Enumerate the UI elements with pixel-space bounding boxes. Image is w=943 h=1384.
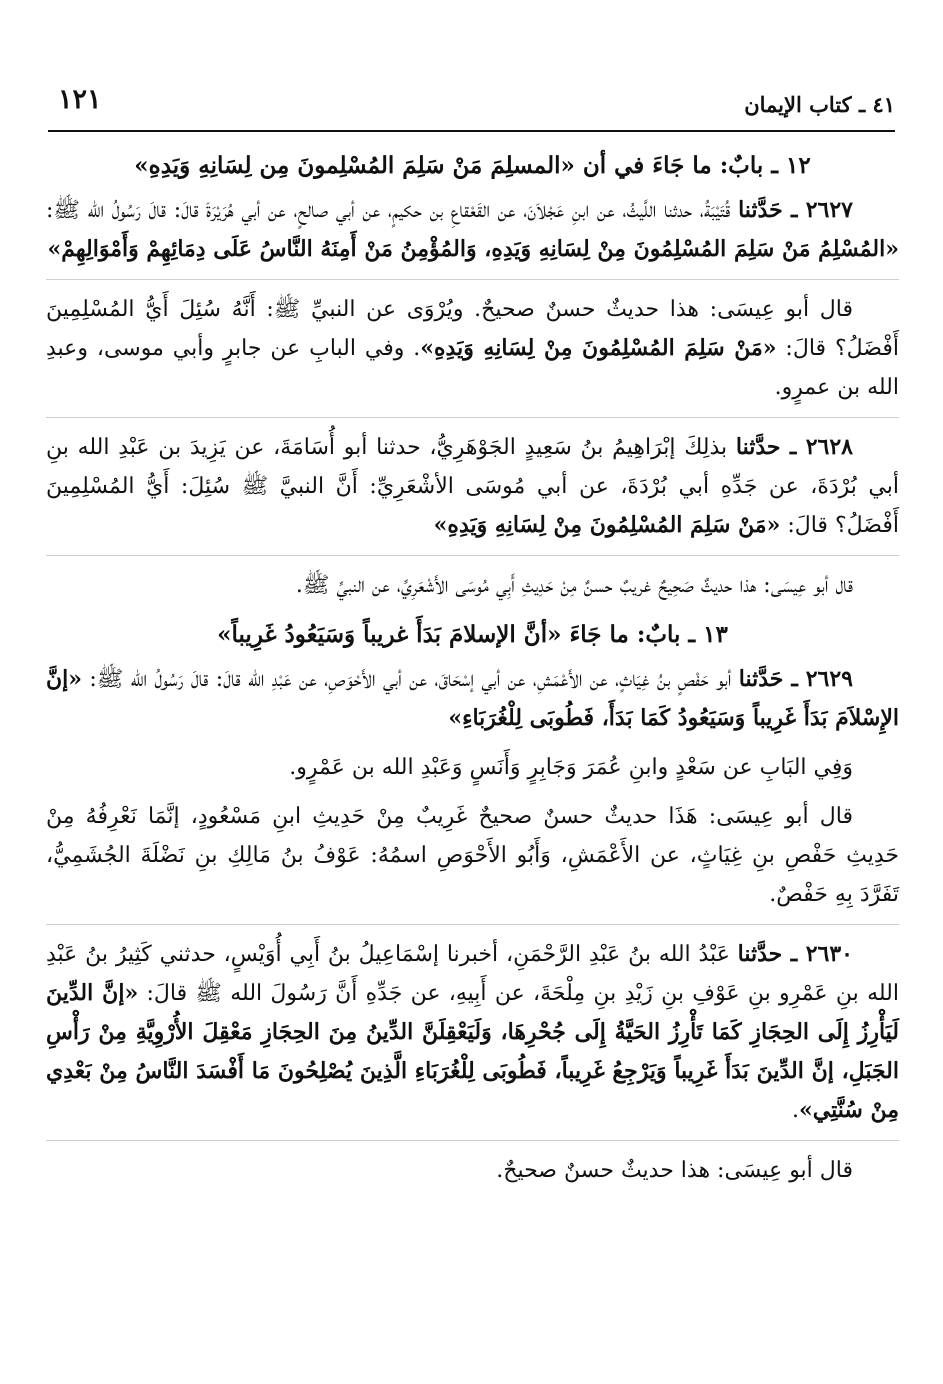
- commentary-2629-b: قال أبو عِيسَى: هَذَا حديثٌ حسنٌ صحيحٌ غَرِيبٌ مِنْ حَدِيثِ ابنِ مَسْعُودٍ، إنَّمَا نَعْرِفُهُ مِنْ حَدِيثِ حَفْصِ بنِ غِيَاثٍ، عن الأَعْمَشِ، وَأَبُو الأَحْوَصِ اسمُهُ: عَوْفُ بنُ مَالِكِ بنِ نَضْلَةَ الجُشَمِيُّ، تَفَرَّدَ بِهِ حَفْصٌ.: [46, 804, 899, 907]
- separator: [46, 924, 899, 925]
- hadith-2629-quote: «إنَّ الإِسْلاَمَ بَدَأَ غَرِيباً وَسَيَعُودُ كَمَا بَدَأَ، فَطُوبَى لِلْغُرَبَاءِ»: [46, 666, 899, 731]
- commentary-2629-a: وَفِي البَابِ عن سَعْدٍ وابنِ عُمَرَ وَجَابِرٍ وَأَنَسٍ وَعَبْدِ الله بن عَمْرٍو.: [289, 755, 853, 780]
- commentary-2627-quote: «مَنْ سَلِمَ المُسْلِمُونَ مِنْ لِسَانِهِ وَيَدِهِ»: [420, 335, 777, 361]
- hadith-2630: [46, 935, 899, 1130]
- chapter-title-12: ١٢ ـ بابٌ: ما جَاءَ في أن «المسلِمَ مَنْ سَلِمَ المُسْلِمونَ مِن لِسَانِهِ وَيَدِهِ»: [134, 152, 811, 179]
- separator: [46, 1140, 899, 1141]
- hadith-2627: [46, 191, 899, 269]
- header-rule: [48, 130, 895, 132]
- separator: [46, 279, 899, 280]
- hadith-2628: [46, 428, 899, 545]
- hadith-2630-lead: ٢٦٣٠ ـ حدَّثنا: [737, 941, 853, 967]
- commentary-2630: قال أبو عِيسَى: هذا حديثٌ حسنٌ صحيحٌ.: [496, 1158, 853, 1183]
- page-body: [46, 146, 899, 1200]
- separator: [46, 417, 899, 418]
- commentary-2627-text1: قال أبو عِيسَى: هذا حديثٌ حسنٌ صحيحٌ. ويُرْوَى عن النبيِّ ﷺ: أَنَّهُ سُئِلَ أَيُّ المُسْلِمِينَ أَفْضَلُ؟ قالَ:: [46, 297, 900, 361]
- hadith-2629-text: أبو حَفْصٍ بنُ غِيَاثٍ، عن الأَعْمَشِ، عن أبي إسْحَاقَ، عن أبي الأَحْوَصِ، عن عَبْدِ الله قالَ: قالَ رَسُولُ الله ﷺ:: [82, 667, 739, 692]
- hadith-2630-tail: .: [792, 1098, 799, 1123]
- commentary-2627: [46, 290, 899, 407]
- hadith-2628-quote: «مَنْ سَلِمَ المُسْلِمُونَ مِنْ لِسَانِهِ وَيَدِهِ»: [433, 512, 781, 538]
- page-number: ١٢١: [58, 84, 102, 115]
- hadith-2630-text: عَبْدُ الله بنُ عَبْدِ الرَّحْمَنِ، أخبرنا إسْمَاعِيلُ بنُ أَبِي أُوَيْسٍ، حدثني كَثِيرُ بنُ عَبْدِ الله بنِ عَمْرِو بنِ عَوْفِ بنِ زَيْدِ بنِ مِلْحَةَ، عن أَبِيهِ، عن جَدِّهِ أَنَّ رَسُولَ الله ﷺ قالَ:: [46, 942, 899, 1006]
- hadith-2628-lead: ٢٦٢٨ ـ حدَّثنا: [735, 434, 853, 460]
- hadith-2627-lead: ٢٦٢٧ ـ حَدَّثنا: [738, 197, 853, 223]
- hadith-2630-quote: «إنَّ الدِّينَ لَيَأْرِزُ إِلَى الحِجَازِ كَمَا تَأْرِزُ الحَيَّةُ إِلَى جُحْرِهَا، وَلَيَعْقِلَنَّ الدِّينُ مِنَ الحِجَازِ مَعْقِلَ الأُرْوِيَّةِ مِنْ رَأْسِ الجَبَلِ، إنَّ الدِّينَ بَدَأَ غَرِيباً وَيَرْجِعُ غَرِيباً، فَطُوبَى لِلْغُرَبَاءِ الَّذِينَ يُصْلِحُونَ مَا أَفْسَدَ النَّاسُ مِنْ بَعْدِي مِنْ سُنَّتِي»: [46, 980, 899, 1123]
- commentary-2627-text2: . وفي البابِ عن جابرٍ وأبي موسى، وعبدِ الله بن عمرٍو.: [46, 336, 899, 400]
- hadith-2629: [46, 660, 899, 738]
- book-title: ٤١ ـ كتاب الإيمان: [744, 92, 895, 117]
- chapter-title-13: ١٣ ـ بابٌ: ما جَاءَ «أنَّ الإسلامَ بَدَأَ غريباً وَسَيَعُودُ غَرِيباً»: [217, 621, 728, 648]
- separator: [46, 555, 899, 556]
- hadith-2627-text: قُتَيْبَةُ، حدثنا اللَّيثُ، عن ابنِ عَجْلاَنَ، عن القَعْقاعِ بن حكيمٍ، عن أبي صالحٍ، عن أبي هُرَيْرَةَ قالَ: قالَ رَسُولُ الله ﷺ:: [46, 198, 739, 223]
- hadith-2628-text: بذلِكَ إبْرَاهِيمُ بنُ سَعِيدٍ الجَوْهَرِيُّ، حدثنا أبو أُسَامَةَ، عن يَزِيدَ بن عَبْدِ الله بنِ أبي بُرْدَةَ، عن جَدِّهِ أبي بُرْدَةَ، عن أبي مُوسَى الأشْعَرِيِّ: أَنَّ النبيَّ ﷺ سُئِلَ: أَيُّ المُسْلِمِينَ أَفْضَلُ؟ قالَ:: [46, 435, 899, 538]
- hadith-2629-lead: ٢٦٢٩ ـ حَدَّثنا: [738, 666, 853, 692]
- page-header: [48, 78, 895, 128]
- commentary-2628: قال أبو عِيسَى: هذا حديثٌ صَحِيحٌ غريبٌ حسنٌ مِنْ حَدِيثِ أَبِي مُوسَى الأَشْعَرِيِّ، عن النبيِّ ﷺ.: [295, 573, 853, 598]
- hadith-2627-quote: «المُسْلِمُ مَنْ سَلِمَ المُسْلِمُونَ مِنْ لِسَانِهِ وَيَدِهِ، وَالمُؤْمِنُ مَنْ أَمِنَهُ النَّاسُ عَلَى دِمَائِهِمْ وَأَمْوَالِهِمْ»: [47, 236, 899, 262]
